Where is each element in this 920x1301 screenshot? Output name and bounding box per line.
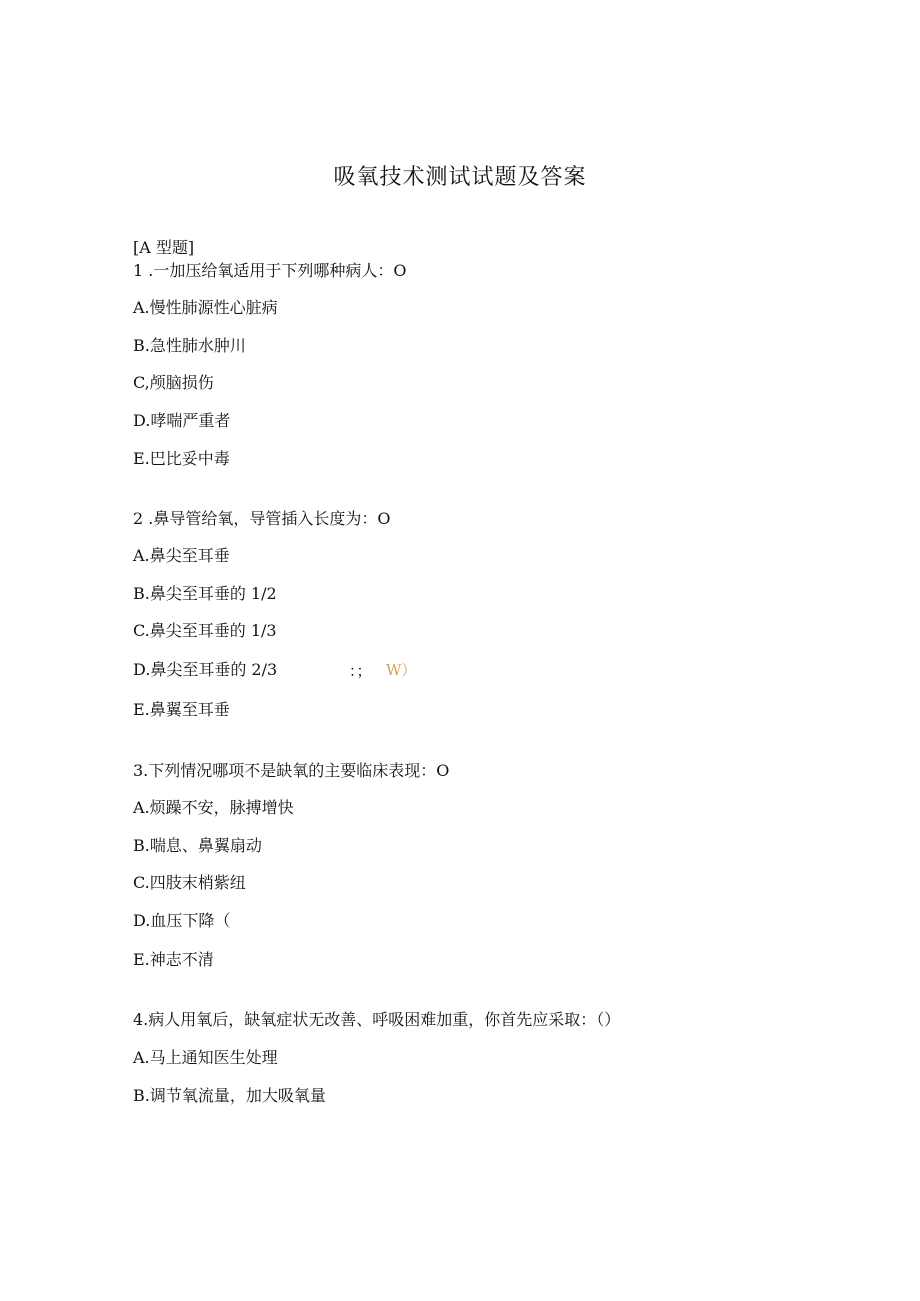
- page-title: 吸氧技术测试试题及答案: [333, 165, 587, 190]
- question-4-option-a: A.马上通知医生处理: [133, 1048, 278, 1067]
- section-label: [A 型题]: [133, 238, 195, 257]
- question-1-option-d: D.哮喘严重者: [133, 411, 231, 430]
- question-2-stem: 2 .鼻导管给氧，导管插入长度为：O: [133, 509, 391, 528]
- question-3-option-c: C.四肢末梢紫纽: [133, 873, 246, 892]
- question-1-option-e: E.巴比妥中毒: [133, 449, 230, 468]
- stray-marks-orange: W）: [386, 661, 417, 679]
- question-2-option-c: C.鼻尖至耳垂的 1/3: [133, 621, 277, 640]
- stray-marks-dark: ：；: [349, 662, 372, 680]
- question-1-option-b: B.急性肺水肿川: [133, 336, 246, 355]
- question-1-stem: 1 .一加压给氧适用于下列哪种病人：O: [133, 261, 407, 280]
- question-2-option-d: D.鼻尖至耳垂的 2/3: [133, 660, 278, 679]
- question-4-stem: 4.病人用氧后，缺氧症状无改善、呼吸困难加重，你首先应采取：（）: [133, 1010, 621, 1029]
- question-3-option-b: B.喘息、鼻翼扇动: [133, 836, 262, 855]
- question-1-option-c: C,颅脑损伤: [133, 373, 214, 392]
- question-3-option-e: E.神志不清: [133, 950, 214, 969]
- question-4-option-b: B.调节氧流量，加大吸氧量: [133, 1086, 326, 1105]
- question-3-option-d: D.血压下降（: [133, 911, 231, 930]
- question-1-option-a: A.慢性肺源性心脏病: [133, 298, 278, 317]
- question-2-option-e: E.鼻翼至耳垂: [133, 700, 230, 719]
- question-2-option-a: A.鼻尖至耳垂: [133, 546, 230, 565]
- question-3-stem: 3.下列情况哪项不是缺氧的主要临床表现：O: [133, 761, 450, 780]
- question-3-option-a: A.烦躁不安，脉搏增快: [133, 798, 294, 817]
- question-2-option-b: B.鼻尖至耳垂的 1/2: [133, 584, 277, 603]
